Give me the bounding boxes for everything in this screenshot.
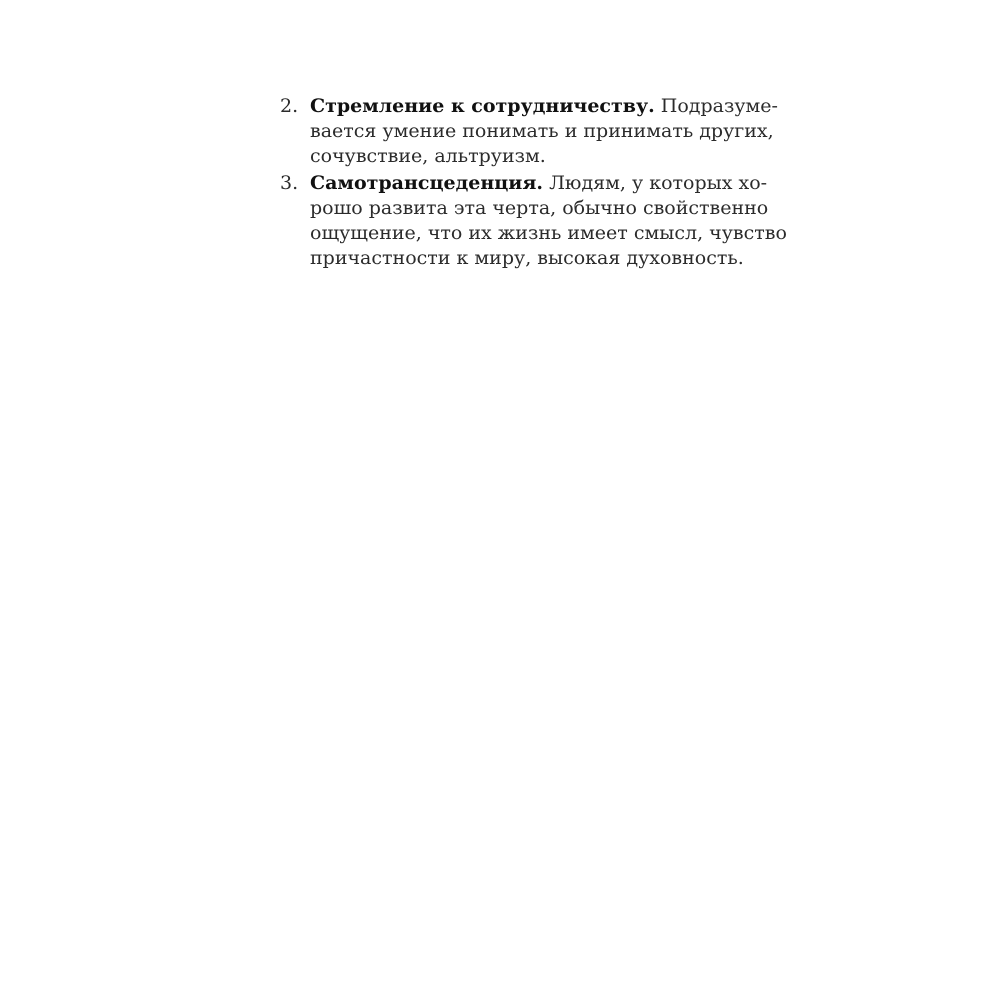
list-item-term: Самотрансцеденция. <box>310 172 544 194</box>
list-item-line <box>310 171 768 196</box>
list-item-text: Людям, у которых хо- <box>543 172 768 194</box>
list-number: 2. <box>280 95 299 117</box>
document-page <box>280 94 787 273</box>
list-item-line: рошо развита эта черта, обычно свойственно <box>310 197 769 219</box>
list-item-text: Подразуме- <box>654 95 778 117</box>
list-item <box>280 171 787 271</box>
list-item-line: причастности к миру, высокая духовность. <box>310 247 744 269</box>
list-number: 3. <box>280 172 299 194</box>
list-item <box>280 94 778 169</box>
list-item-line: сочувствие, альтруизм. <box>310 145 546 167</box>
list-item-line: ощущение, что их жизнь имеет смысл, чувство <box>310 222 787 244</box>
list-item-line <box>310 94 778 119</box>
list-item-line: вается умение понимать и принимать других, <box>310 120 774 142</box>
list-item-term: Стремление к сотрудничеству. <box>310 95 655 117</box>
